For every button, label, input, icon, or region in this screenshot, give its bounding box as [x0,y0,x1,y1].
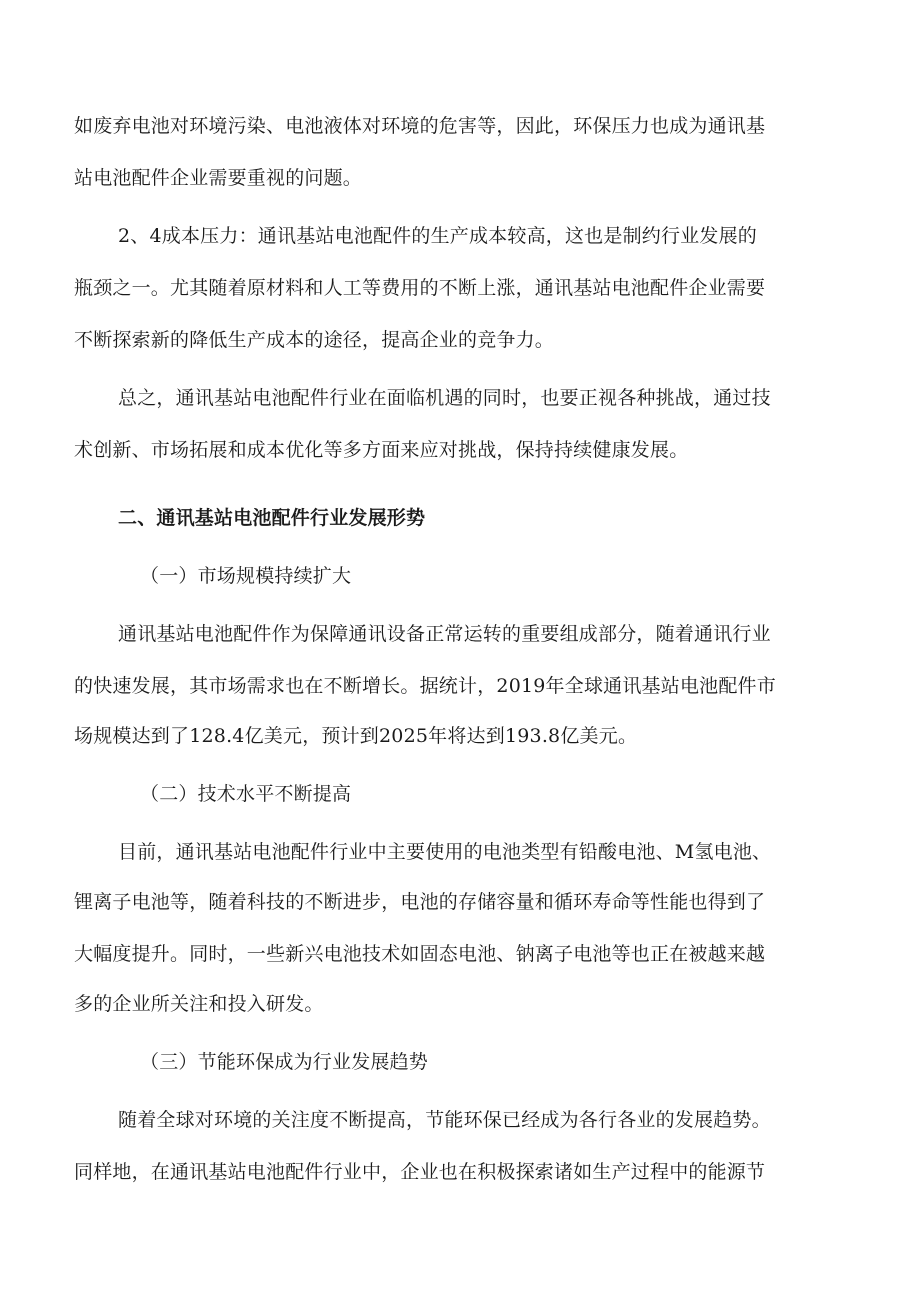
subsection-title: （一）市场规模持续扩大 [140,565,352,587]
paragraph-line: 不断探索新的降低生产成本的途径，提高企业的竞争力。 [74,329,555,351]
paragraph-line: 大幅度提升。同时，一些新兴电池技术如固态电池、钠离子电池等也正在被越来越 [74,943,766,965]
paragraph-line: 场规模达到了128.4亿美元，预计到2025年将达到193.8亿美元。 [74,725,638,747]
section-heading: 二、通讯基站电池配件行业发展形势 [118,507,426,529]
subsection-title: （二）技术水平不断提高 [140,783,352,805]
paragraph-line: 瓶颈之一。尤其随着原材料和人工等费用的不断上涨，通讯基站电池配件企业需要 [74,277,766,299]
paragraph-line: 同样地，在通讯基站电池配件行业中，企业也在积极探索诸如生产过程中的能源节 [74,1161,766,1183]
paragraph-line: 的快速发展，其市场需求也在不断增长。据统计，2019年全球通讯基站电池配件市 [74,675,776,697]
paragraph-line: 总之，通讯基站电池配件行业在面临机遇的同时，也要正视各种挑战，通过技 [118,387,771,409]
paragraph-line: 2、4成本压力：通讯基站电池配件的生产成本较高，这也是制约行业发展的 [118,225,757,247]
paragraph-line: 随着全球对环境的关注度不断提高，节能环保已经成为各行各业的发展趋势。 [118,1109,771,1131]
paragraph-line: 锂离子电池等，随着科技的不断进步，电池的存储容量和循环寿命等性能也得到了 [74,891,766,913]
paragraph-line: 目前，通讯基站电池配件行业中主要使用的电池类型有铅酸电池、M氢电池、 [118,841,772,863]
paragraph-line: 如废弃电池对环境污染、电池液体对环境的危害等，因此，环保压力也成为通讯基 [74,115,766,137]
paragraph-line: 多的企业所关注和投入研发。 [74,993,324,1015]
paragraph-line: 术创新、市场拓展和成本优化等多方面来应对挑战，保持持续健康发展。 [74,439,689,461]
paragraph-line: 站电池配件企业需要重视的问题。 [74,167,363,189]
paragraph-line: 通讯基站电池配件作为保障通讯设备正常运转的重要组成部分，随着通讯行业 [118,623,771,645]
subsection-title: （三）节能环保成为行业发展趋势 [140,1051,429,1073]
